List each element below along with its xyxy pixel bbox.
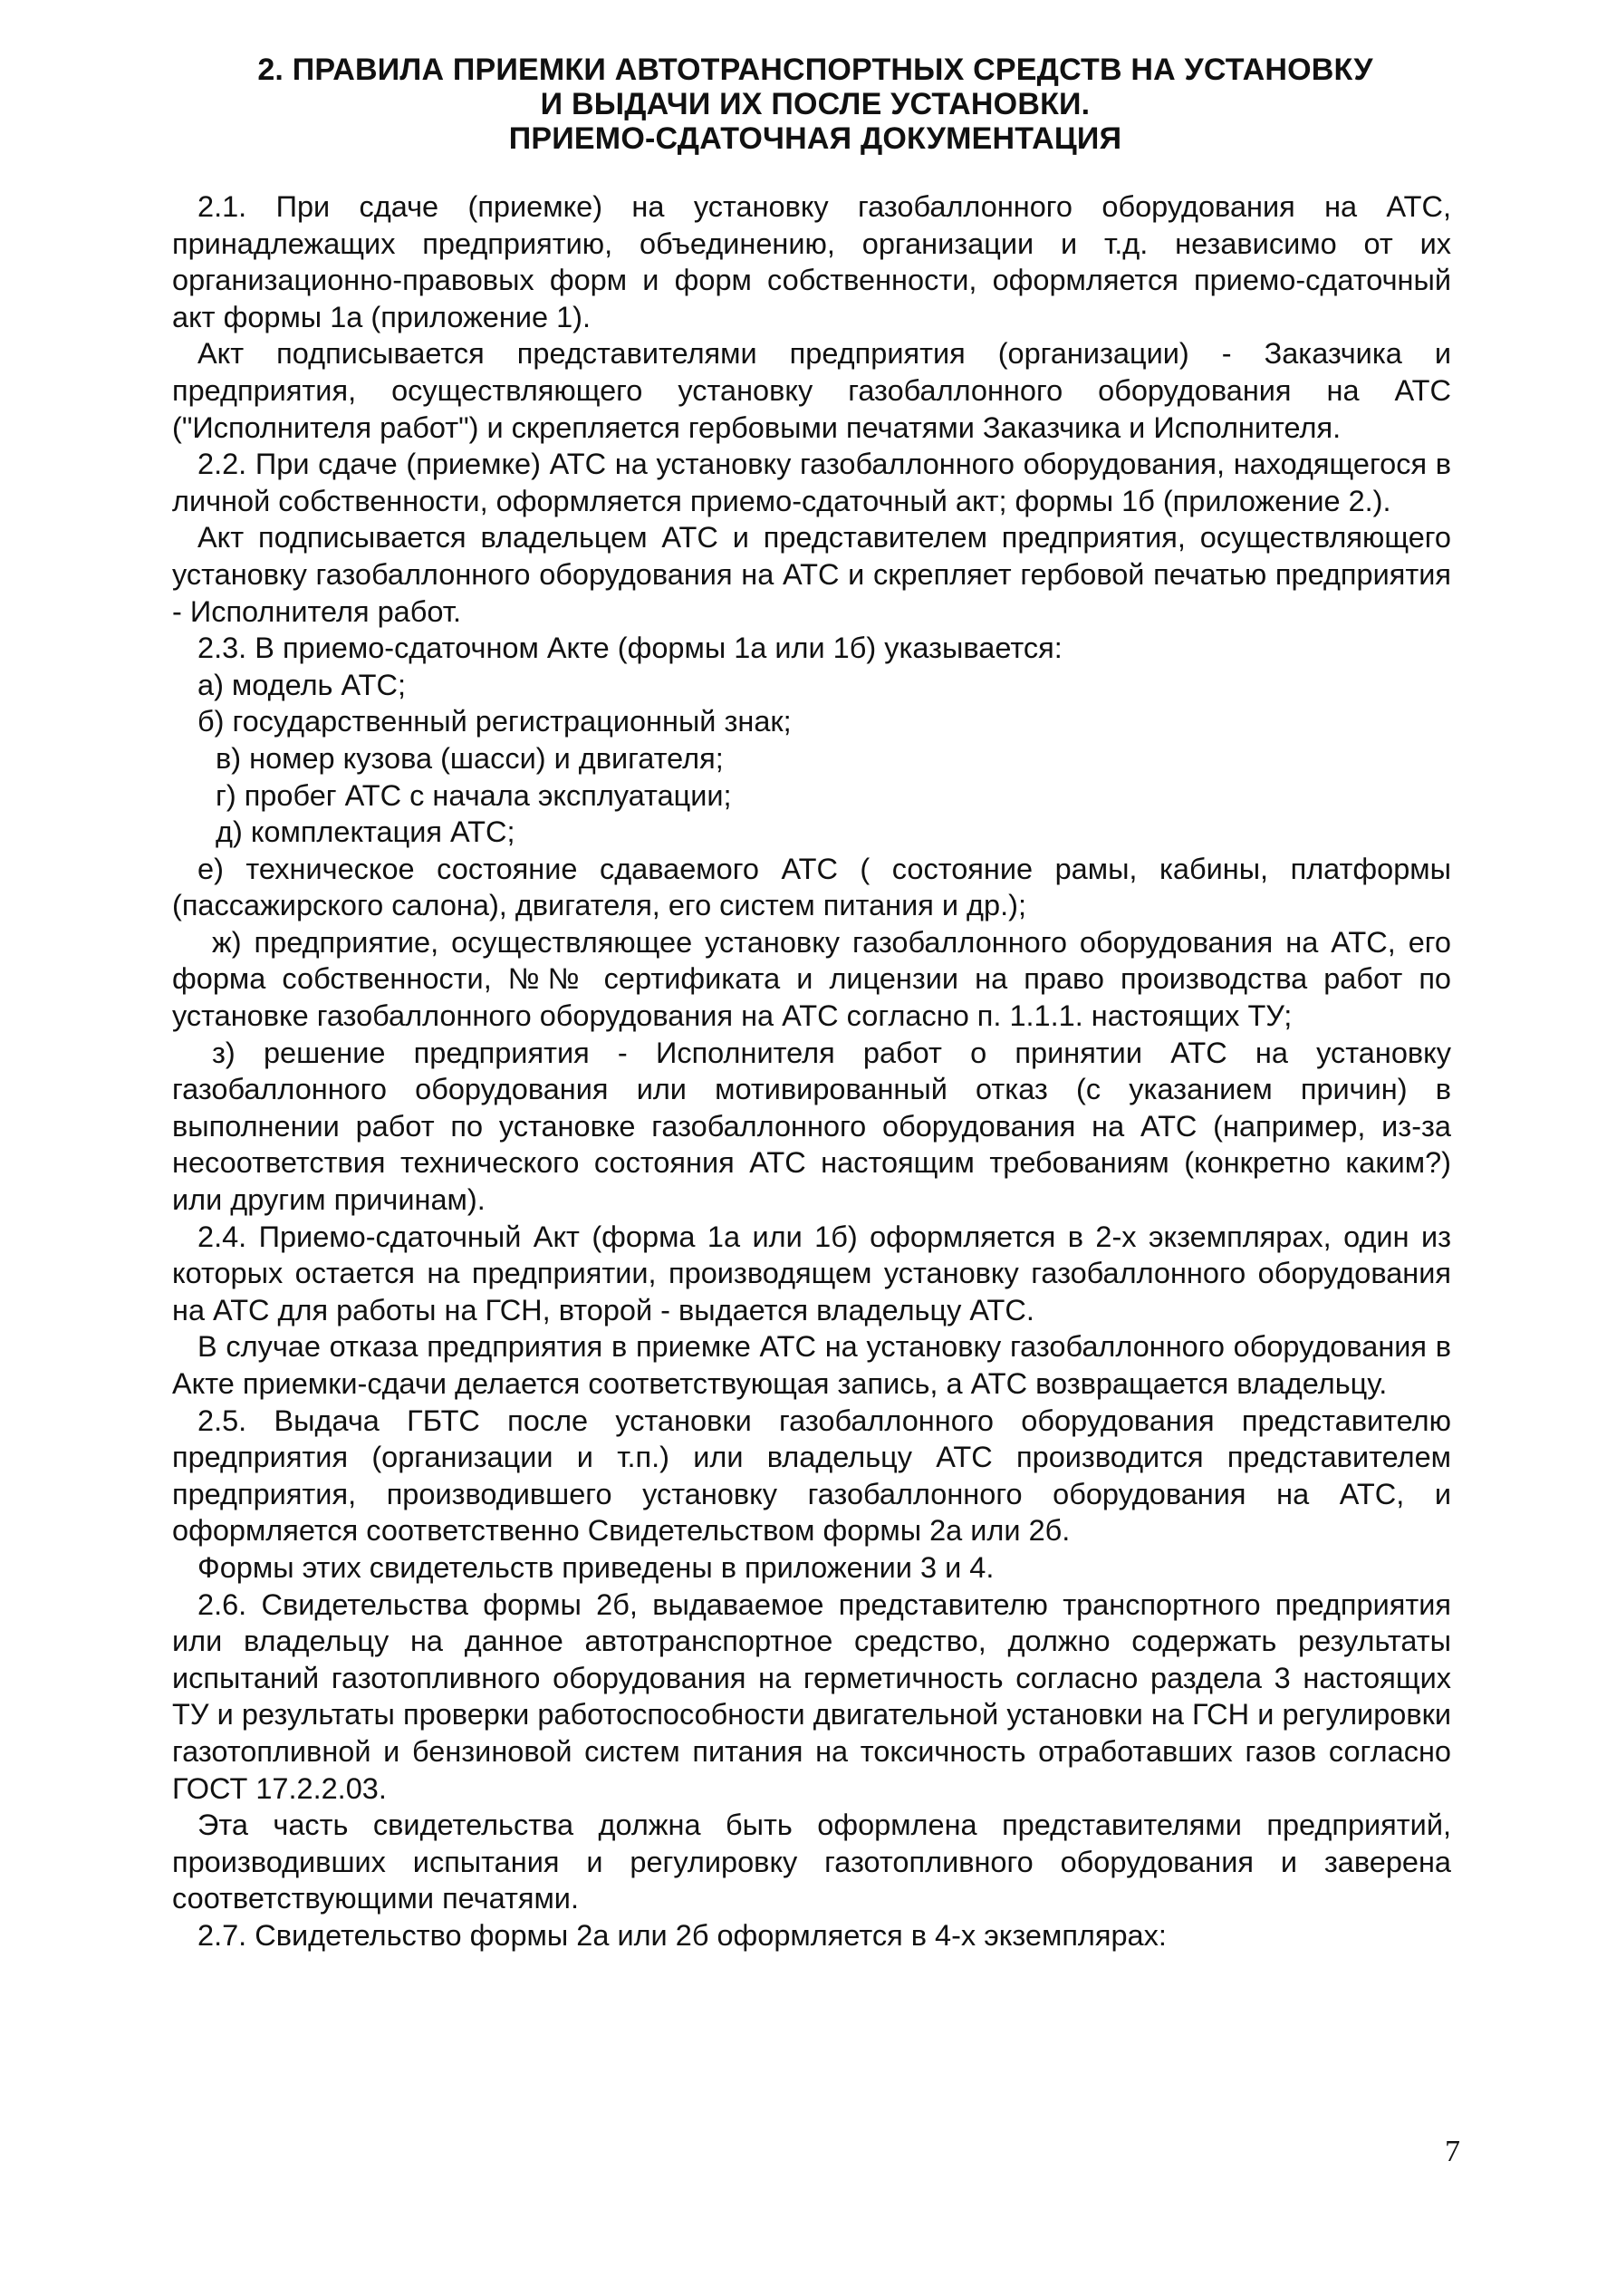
paragraph-certificate-part: Эта часть свидетельства должна быть оформлена представителями предприятий, производивших испытания и регулировку газотопливного оборудования и заверена соответствующими печатями. — [172, 1809, 1451, 1915]
list-item-z: з) решение предприятия - Исполнителя работ о принятии АТС на установку газобаллонного оборудования или мотивированный отказ (с указанием причин) в выполнении работ по установке газобаллонного оборудования на АТС (например, из-за несоответствия технического состояния АТС настоящим требованиям (конкретно каким?) или другим причинам). — [172, 1036, 1451, 1217]
paragraph-act-signing: Акт подписывается представителями предприятия (организации) - Заказчика и предприятия, осуществляющего установку газобаллонного оборудования на АТС ("Исполнителя работ") и скрепляется гербовыми печатями Заказчика и Исполнителя. — [172, 337, 1451, 444]
section-heading — [172, 53, 1458, 156]
list-item-b: б) государственный регистрационный знак; — [197, 705, 792, 738]
paragraph-2-5: 2.5. Выдача ГБТС после установки газобаллонного оборудования представителю предприятия (организации и т.п.) или владельцу АТС производится представителем предприятия, производившего установку газобаллонного оборудования на АТС, и оформляется соответственно Свидетельством формы 2а или 2б. — [172, 1404, 1451, 1548]
paragraph-forms-appendix: Формы этих свидетельств приведены в приложении 3 и 4. — [197, 1550, 995, 1584]
document-body — [172, 188, 1451, 1954]
list-item-zh: ж) предприятие, осуществляющее установку газобаллонного оборудования на АТС, его форма собственности, №№ сертификата и лицензии на право производства работ по установке газобаллонного оборудования на АТС согласно п. 1.1.1. настоящих ТУ; — [172, 925, 1451, 1033]
paragraph-refusal: В случае отказа предприятия в приемке АТС на установку газобаллонного оборудования в Акте приемки-сдачи делается соответствующая запись, а АТС возвращается владельцу. — [172, 1330, 1451, 1400]
paragraph-act-owner: Акт подписывается владельцем АТС и представителем предприятия, осуществляющего установку газобаллонного оборудования на АТС и скрепляет гербовой печатью предприятия - Исполнителя работ. — [172, 521, 1451, 628]
page-number: 7 — [1445, 2135, 1460, 2168]
heading-line-1: 2. ПРАВИЛА ПРИЕМКИ АВТОТРАНСПОРТНЫХ СРЕДСТВ НА УСТАНОВКУ — [257, 53, 1373, 87]
paragraph-2-4: 2.4. Приемо-сдаточный Акт (форма 1а или 1б) оформляется в 2-х экземплярах, один из которых остается на предприятии, производящем установку газобаллонного оборудования на АТС для работы на ГСН, второй - выдается владельцу АТС. — [172, 1220, 1451, 1326]
list-item-g: г) пробег АТС с начала эксплуатации; — [216, 778, 732, 812]
list-item-d: д) комплектация АТС; — [216, 815, 515, 849]
heading-line-2: И ВЫДАЧИ ИХ ПОСЛЕ УСТАНОВКИ. — [540, 87, 1091, 121]
list-item-e: е) техническое состояние сдаваемого АТС ( состояние рамы, кабины, платформы (пассажирского салона), двигателя, его систем питания и др.); — [172, 852, 1451, 922]
paragraph-2-1: 2.1. При сдаче (приемке) на установку газобаллонного оборудования на АТС, принадлежащих предприятию, объединению, организации и т.д. независимо от их организационно-правовых форм и форм собственности, оформляется приемо-сдаточный акт формы 1а (приложение 1). — [172, 190, 1451, 333]
paragraph-2-6: 2.6. Свидетельства формы 2б, выдаваемое представителю транспортного предприятия или владельцу на данное автотранспортное средство, должно содержать результаты испытаний газотопливного оборудования на герметичность согласно раздела 3 настоящих ТУ и результаты проверки работоспособности двигательной установки на ГСН и регулировки газотопливной и бензиновой систем питания на токсичность отработавших газов согласно ГОСТ 17.2.2.03. — [172, 1587, 1451, 1805]
paragraph-2-2: 2.2. При сдаче (приемке) АТС на установку газобаллонного оборудования, находящегося в личной собственности, оформляется приемо-сдаточный акт; формы 1б (приложение 2.). — [172, 448, 1451, 517]
heading-line-3: ПРИЕМО-СДАТОЧНАЯ ДОКУМЕНТАЦИЯ — [508, 121, 1122, 156]
list-item-v: в) номер кузова (шасси) и двигателя; — [216, 741, 724, 775]
list-item-a: а) модель АТС; — [197, 668, 407, 701]
paragraph-2-3: 2.3. В приемо-сдаточном Акте (формы 1а или 1б) указывается: — [197, 632, 1063, 665]
paragraph-2-7: 2.7. Свидетельство формы 2а или 2б оформляется в 4-х экземплярах: — [197, 1918, 1167, 1952]
